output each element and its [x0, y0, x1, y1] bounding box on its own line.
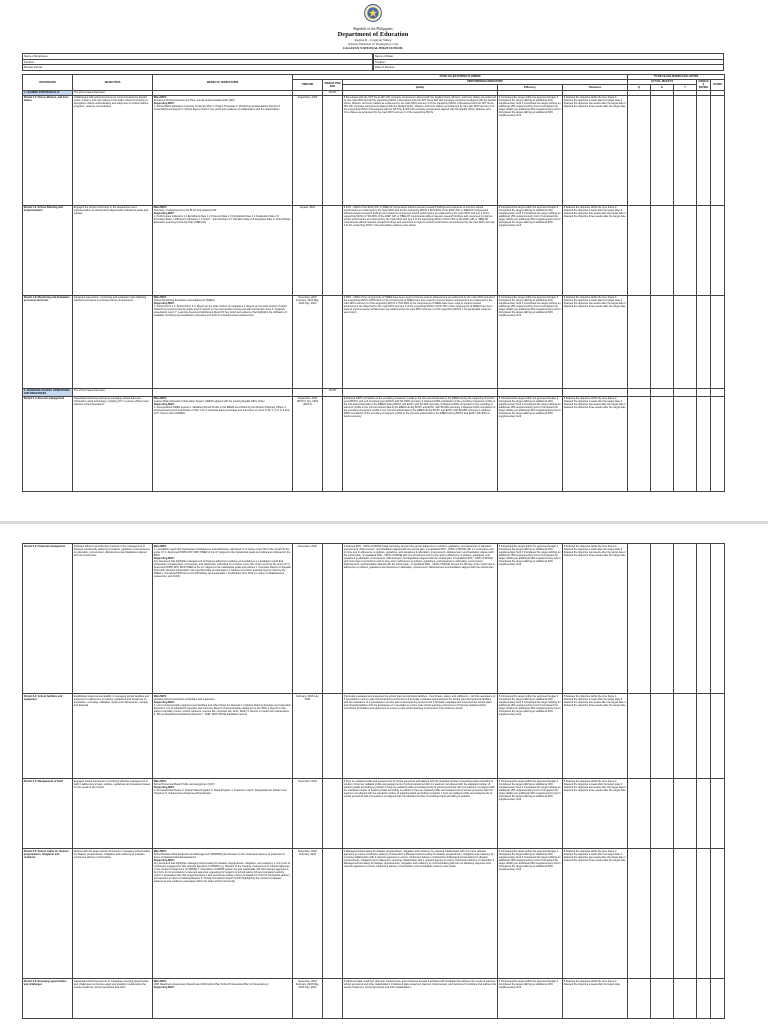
supporting-mov-list: Any document that highlights managing school safety for disaster preparedness, mitigation, and resiliency 1. Any proof of continuous engagement with relevant agencies on DRRM (e.g. Minutes of the meeting, involvement of relevant agencies in the conduct of task force on DRRM) 2. Orientation of DRRM system fire and earthquake drill with relevant agencies 3. Any form of communication to relevant agencies requesting for support on school safety drill and completion activity report 4. Evaluation plan that supports learners' and personnels safety in times of disaster 5. Proof of continuous delivery of instruction in times of calamity/disaster 6. Activity Completion Report (ACR) highlighting the conduct of disaster awareness and resilience campaigns within the wider school community — [153, 861, 290, 883]
e-input-cell[interactable] — [651, 979, 674, 1019]
main-mov-text: School Disaster Risk Reduction and Management (SDRRM) plan focused on the continuous delivery of instruction in times of disaster/calamities/pandemic — [153, 852, 286, 859]
score-input-cell[interactable] — [711, 544, 725, 694]
main-mov-label: Main MOV: — [153, 979, 167, 983]
evaluation-header: TO BE FILLED DURING EVALUATION — [628, 74, 725, 79]
review-period-label: Review Period: — [24, 65, 43, 69]
average-input-cell[interactable] — [697, 205, 711, 295]
section-weight: 30.0% — [323, 90, 343, 95]
efficiency-cell: 5 Completed the target within the approved budget 4 Completed the target utilizing an additional 10% supplementary fund 3 Completed the target utilizing an additional 15% supplementary fund 2 Completed the target utilizing an additional 20% supplementary fund 1 Completed the target utilizing an additional 30% supplementary fund — [498, 779, 563, 849]
average-input-cell[interactable] — [697, 95, 711, 205]
strand-label: Strand 2.6: Emerging opportunities and challenges — [23, 979, 73, 1019]
q-header: Q — [628, 85, 651, 91]
strand-label: Strand 2.4: Management of Staff — [23, 779, 73, 849]
objective-cell: Capacitated school personnel in managing emerging opportunities and challenges to promote equity and equality in addressing the needs of learners, school personnel and other — [73, 979, 153, 1019]
main-mov-label: Main MOV: — [153, 296, 167, 299]
strand-label: Strand 1.3: Monitoring and Evaluation processes and tools — [23, 295, 73, 388]
deped-seal-icon — [364, 4, 382, 22]
efficiency-cell: 5 Completed the target within the approved budget 4 Completed the target utilizing an additional 10% supplementary fund 3 Completed the target utilizing an additional 15% supplementary fund 2 Completed the target utilizing an additional 20% supplementary fund 1 Completed the target utilizing an additional 30% supplementary fund — [498, 95, 563, 205]
q-input-cell[interactable] — [628, 95, 651, 205]
quality-cell: 5 Kept an updated profile and assignments of school personnel with aligned with the standard number of teaching loads according to position 4 Kept an updated profile and assignments of school personnel with 1-2 teachers not aligned with the standard number of teaching loads according to position 3 Kept an updated profile and assignments of school personnel with 3-4 teachers not aligned with the standard number of teaching loads according to position 2 Kept an updated profile and assignments of school personnel with 5-6 teachers not aligned with the standard number of teaching loads according to position 1 Kept an updated profile and assignments of school personnel with 3-4 teachers not aligned with the standard number of teaching loads according to position — [343, 779, 498, 849]
kra-header: KRA/STRAND — [23, 74, 73, 90]
average-input-cell[interactable] — [697, 979, 711, 1019]
average-input-cell[interactable] — [697, 295, 711, 388]
quality-cell: 5 Attained 100% completion of the encoding of learners' profile in the LIS and school data in the EBEIS during the beginning of school year (BOSY) and end of school year (EOSY) with 96-100% accuracy 4 Attained 100% completion of the encoding of learners' profile in the LIS and school data in the EBEIS during BOSY and EOSY with 91-95% accuracy 3 Attained 100% completion of the encoding of learners' profile in the LIS and school data in the EBEIS during BOSY and EOSY with 86-90% accuracy 2 Attained 100% completion of the encoding of learners' profile in the LIS and school data in the EBEIS during BOSY and EOSY with 80-85% accuracy 1 Attained 100% completion of the encoding of learners' profile in the LIS and school data in the EBEIS during BOSY and EOSY with 80% or below accuracy — [343, 396, 498, 491]
table-row — [23, 979, 725, 1019]
quality-cell: 5 Attained 96% - 100% of MOOE budget accuracy and on time and in adherence to policies, guidelines, and issuances in allocation, procurement, disbursement, and liquidation aligned with the school plan. 4 Liquidated 96% - 100% of MOOE with 1-2 corrections and on time and in adherence to policies, guidelines, and issuances in allocation, procurement, disbursement, and liquidation aligned with the school plan. 3 Liquidated 96% - 100% of MOOE with 3-4 corrections and on time and in adherence to policies, guidelines, and issuances in allocation, procurement, disbursement, and liquidation aligned with the school plan. 2 Liquidated 96% - 100% of MOOE with more than 4 corrections and on time and in adherence to policies, guidelines, and issuances in allocation, procurement, disbursement, and liquidation aligned with the school plan. 1 Liquidated 96% - 100% of MOOE beyond the 5th day of the month and in adherence to policies, guidelines and issuances in allocation, procurement, disbursement and liquidation aligned with the school plan. — [343, 544, 498, 694]
objective-cell: Worked with the wider school community in managing school safety for disaster preparedness, mitigation and resiliency to maintain continuous delivery of instruction. — [73, 849, 153, 979]
ipcrf-table-page-1 — [22, 74, 725, 492]
objective-cell: Integrated supervision, monitoring and evaluation tools following standard processes to promote learner development. — [73, 295, 153, 388]
supporting-mov-list: 1. School Form 4 2. School Form 5 3. Report on the total number of completers 4. Report on the total number of failed students by learning area by grade level 5. Report on the total number of drop-out with intervention done 6. Quarterly remediation report 7. Learning Area Accomplishment Report 8. Any proof and evidence that highlights the utilization of available monitoring and evaluation processes and tools to promote learner achievement — [153, 305, 287, 317]
main-mov-label: Main MOV: — [153, 96, 167, 99]
quality-cell: 5 Managed school safety for disaster preparedness, mitigation and resiliency by ensuring collaboration with 3 or more relevant agencies to ensure continuous delivery of instruction 4 Managed school safety for disaster preparedness, mitigation and resiliency by ensuring collaboration with 2 relevant agencies to ensure continuous delivery of instruction 3 Managed school safety for disaster preparedness, mitigation and resiliency by ensuring collaboration with 1 relevant agency to ensure continuous delivery of instruction 2 Managed school safety for disaster preparedness, mitigation and resiliency by communicating with but not obtaining response from relevant agencies to ensure continuous delivery of instruction 1 No acceptable evidence was shown — [343, 849, 498, 979]
q-input-cell[interactable] — [628, 694, 651, 779]
efficiency-cell: 5 Completed the target within the approved budget 4 Completed the target utilizing an additional 10% supplementary fund 3 Completed the target utilizing an additional 15% supplementary fund 2 Completed the target utilizing an additional 20% supplementary fund 1 Completed the target utilizing an additional 30% supplementary fund — [498, 396, 563, 491]
average-header: AVERAGE RATING — [698, 80, 709, 89]
timeliness-cell: 5 Attained the objective within the time frame 4 Attained the objective a week after the target date 3 Attained the objective two weeks after the target date 2 Attained the objective three weeks after the target date — [563, 95, 628, 205]
section-weight: 30.0% — [323, 388, 343, 396]
average-input-cell[interactable] — [697, 779, 711, 849]
quality-cell: 5 91% - 100% of the ESIP, AIP, or SBELCP components utilized relevant research findings and resources to improve school performance as evidenced by the main MOV and all the supporting MOVs 4 81%-90% of the ESIP, AIP, or SBELCP components utilized relevant research findings and resources to improve school performance as evidenced by the main MOV and any 4 of the supporting MOVs 3 71%-80% of the ESIP, AIP, or SBELCP components utilized relevant research findings and resources to improve school performance as evidenced by the main MOV and any 3 of the supporting MOVs 2 61%-70% of the ESIP, AIP, or SBELCP components utilized relevant research findings and resources to improve school performance as evidenced by the main MOV and any 1 of the supporting MOVs 1 No acceptable evidence was shown — [343, 205, 498, 295]
main-mov-label: Main MOV: — [153, 206, 167, 209]
document-page-2 — [22, 525, 724, 1024]
document-page-1 — [22, 0, 724, 520]
mov-cell — [153, 544, 293, 694]
main-mov-label: Main MOV: — [153, 544, 167, 548]
timeliness-cell: 5 Attained the objective within the time frame 4 Attained the objective a week after the target date — [563, 979, 628, 1019]
supporting-mov-label: Supporting MOV: — [153, 102, 175, 105]
objective-cell: Collaborated with school personnel in communicating the DepEd vision, mission, and core values to the wider school community to strengthen shared understanding and alignment of school policies, programs, projects, and activities. — [73, 95, 153, 205]
timeliness-cell: 5 Attained the objective within the time frame 4 Attained the objective a week after the target date 3 Attained the objective two weeks after the target date 2 Attained the objective three weeks after the target date — [563, 295, 628, 388]
performance-header: PERFORMANCE INDICATORS — [343, 79, 628, 85]
supporting-mov-list: Any document that highlights management of finances adhering to policies and guidelines a. Liquidation report that showcases completeness, correctness, and lawfulness, submitted on or before every 5th of the month for the entire CY b. Approved PPMP, APP, WFP, PBED of the CY aligned to the institutional goals and policies c. Complete Report on Regular Fund with stamped transmittal in the specified date of submission d. Canteen and other financial reports noted by the SMEA e. Completed BIR forms and withholding tax transmittals f. Certification from SOA (no notice of disallowances, suspension, and AOM) — [153, 559, 291, 578]
timeline-cell: September, 2022 (BOSY) July, 2023 (EOSY) — [293, 396, 323, 491]
timeline-cell: August, 2022 — [293, 205, 323, 295]
table-row — [23, 544, 725, 694]
supporting-mov-list: 1. List of unserviceable equipment and facilities and other things for disposal 2. Updated Delivery Receipts and Inspection Reports 3. List of submitted Inspection and Inventory Report of unserviceable equipment to the SDO 4. Report on the status of ancillary rooms, school canteens, science lab, computer lab, clinic, library 5. Report on repair and maintenance 6. SIP as Repair/Accomplishment Reports 7. SOB, WFP, MOOE liquidation reports — [153, 703, 291, 716]
objective-cell: Established shared accountability in managing school facilities and equipment in adherence to policies, guidelines and issuances on acquisition, recording, utilization, repair and maintenance, storage and disposal. — [73, 694, 153, 779]
section-kra: 1. LEADING STRATEGICALLY — [23, 90, 73, 95]
school-name: CAGAYAN NATIONAL HIGH SCHOOL — [342, 46, 404, 50]
t-input-cell[interactable] — [674, 979, 697, 1019]
t-input-cell[interactable] — [674, 849, 697, 979]
t-input-cell[interactable] — [674, 95, 697, 205]
q-input-cell[interactable] — [628, 295, 651, 388]
timeliness-cell: 5 Attained the objective within the time frame 4 Attained the objective a week after the target date 3 Attained the objective two weeks after the target date 2 Attained the objective three weeks after the target date — [563, 849, 628, 979]
q-input-cell[interactable] — [628, 849, 651, 979]
region-text: Region II - Cagayan Valley — [354, 38, 392, 42]
t-input-cell[interactable] — [674, 779, 697, 849]
e-input-cell[interactable] — [651, 779, 674, 849]
strand-label: Strand 2.1: Records management — [23, 396, 73, 491]
quality-cell: 5 Developed with the SPT the E-SIP with complete components aligned with the DepEd Vision, Mission, and Core Values as evidenced by the main MOV and all the supporting MOVs 4 Developed with the SPT the E-SIP with complete components aligned with the DepEd Vision, Mission, and Core Values as evidenced by the main MOV and any 4 of the supporting MOVs 3 Developed with the SPT the E-SIP with complete components aligned with the DepEd Vision, Mission, and Core Values as evidenced by the main MOV and any 3 of the supporting MOVs 2 Developed with the SPT the E-SIP with complete components aligned with the DepEd Vision, Mission, and Core Values as evidenced by the main MOV and any 2 of the supporting MOVs — [343, 95, 498, 205]
mov-cell — [153, 979, 293, 1019]
republic-text: Republic of the Philippines — [353, 27, 393, 31]
t-input-cell[interactable] — [674, 694, 697, 779]
quality-header: Quality — [343, 85, 498, 91]
e-input-cell[interactable] — [651, 295, 674, 388]
score-input-cell[interactable] — [711, 694, 725, 779]
supporting-mov-label: Supporting MOV: — [153, 985, 175, 989]
timeline-cell: November, 2022 — [293, 779, 323, 849]
quality-cell: 5 95% - 100% of the components of SMEA have been used to improve learner achievement as evidenced by the main MOV and all of the supporting MOVs 4 85%-94% of the components of SMEA have been used to improve learner achievement as evidenced by the main MOV and any 5 of the supporting MOVs 3 75%-84% of the components of SMEA have been used to improve learner achievement as evidenced by the main MOV and any 3 of the supporting MOVs 2 61%-74% of the components of SMEA have been used to improve learner achievement as evidenced by the main MOV and any 1 of the supporting MOVs 1 No acceptable evidence was shown — [343, 295, 498, 388]
table-row — [23, 779, 725, 849]
efficiency-cell: 5 Completed the target within the approved budget 4 Completed the target utilizing an additional 10% supplementary fund 3 Completed the target utilizing an additional 15% supplementary fund 2 Completed the target utilizing an additional 20% supplementary fund 1 Completed the target utilizing an additional 30% supplementary fund — [498, 849, 563, 979]
objectives-header: OBJECTIVES — [73, 74, 153, 90]
average-input-cell[interactable] — [697, 396, 711, 491]
supporting-mov-label: Supporting MOV: — [153, 700, 175, 704]
t-input-cell[interactable] — [674, 295, 697, 388]
supporting-mov-list: 1. Personal Data Sheets 2. School Class Program 3. Class Program 4. Teachers' Load 5. Designation for Grade Level Chairmen 6. Subject Area Assignment/Coordinator — [153, 788, 287, 795]
score-input-cell[interactable] — [711, 979, 725, 1019]
position-label: Position: — [24, 59, 35, 64]
table-row — [23, 205, 725, 295]
timeliness-cell: 5 Attained the objective within the time frame 4 Attained the objective a week after the target date 3 Attained the objective two weeks after the target date 2 Attained the objective three weeks after the target date — [563, 544, 628, 694]
section-kra: 2. MANAGING SCHOOL OPERATIONS AND RESOURCES — [23, 388, 73, 396]
average-input-cell[interactable] — [697, 694, 711, 779]
q-input-cell[interactable] — [628, 205, 651, 295]
main-mov-text: Enhanced School Improvement Plan, Annual Implementation Plan (AIP) — [153, 99, 235, 102]
average-input-cell[interactable] — [697, 849, 711, 979]
page-separator — [0, 521, 768, 524]
q-input-cell[interactable] — [628, 396, 651, 491]
strand-label: Strand 2.3: School facilities and equipment — [23, 694, 73, 779]
supporting-mov-label: Supporting MOV: — [153, 302, 175, 305]
mov-cell — [153, 779, 293, 849]
e-input-cell[interactable] — [651, 849, 674, 979]
score-header: SCORE — [711, 79, 725, 90]
efficiency-cell: 5 Completed the target within the approved budget 4 Completed the target utilizing an additional 10% supplementary fund 3 Completed the target utilizing an additional 15% supplementary fund 2 Completed the target utilizing an additional 20% supplementary fund 1 Completed the target utilizing an additional 30% supplementary fund — [498, 694, 563, 779]
date-of-review-label: Date of Review: — [375, 65, 395, 69]
e-header: E — [651, 85, 674, 91]
main-mov-label: Main MOV: — [153, 694, 167, 698]
division-text: Schools Division of Tuguegarao City — [347, 42, 399, 46]
strand-label: Strand 1.1: Vision, Mission, and Core Values — [23, 95, 73, 205]
objective-cell: Instituted efficient and effective practices in the management of finances consistently adhering to policies, guidelines and issuances on allocation, procurement, disbursement and liquidation aligned with the school plan. — [73, 544, 153, 694]
t-input-cell[interactable] — [674, 396, 697, 491]
t-header: T — [674, 85, 697, 91]
table-row — [23, 95, 725, 205]
efficiency-cell: 5 Completed the target within the approved budget 4 Completed the target utilizing an additional 10% supplementary fund — [498, 979, 563, 1019]
score-input-cell[interactable] — [711, 205, 725, 295]
timeline-cell: December, 2022 — [293, 544, 323, 694]
q-input-cell[interactable] — [628, 779, 651, 849]
efficiency-header: Efficiency — [498, 85, 563, 91]
mov-cell — [153, 849, 293, 979]
department-title: Department of Education — [337, 31, 409, 38]
mov-cell — [153, 396, 293, 491]
quality-cell: 5 Gathered data, analyzed, planned, implemented, and monitored at least 4 activities with feedback that address the needs of learners, school personnel and other stakeholders 4 Gathered data, analyzed, planned, implemented, and monitored 3 activities that address the needs of learners, school personnel and other stakeholders — [343, 979, 498, 1019]
score-input-cell[interactable] — [711, 396, 725, 491]
mov-cell — [153, 95, 293, 205]
objective-cell: Engaged the school community in the development and implementation of school plans aligned with institutional goals and policies. — [73, 205, 153, 295]
timeliness-header: Timeliness — [563, 85, 628, 91]
strand-label: Strand 2.2: Financial management — [23, 544, 73, 694]
main-mov-label: Main MOV: — [153, 397, 167, 400]
t-input-cell[interactable] — [674, 205, 697, 295]
document-header — [22, 0, 724, 50]
supporting-mov-list: 1. Accomplished SMEA reports 2. Validated School Profile in the EBEIS as certified by the Division Planning Officer 3. Punctual and prompt submission of SFs 1-10 4. Accurate data percentage and correction of errors in SF 2, 4, 5, 6, 9 and 10 5. Screen shot of EBEIS — [153, 406, 290, 415]
score-input-cell[interactable] — [711, 849, 725, 979]
rater-position-label: Position: — [375, 59, 386, 64]
main-mov-text: Learner Basic Education Information System (LBEIS) aligned with the existing DepEd Office Order — [153, 400, 265, 403]
e-input-cell[interactable] — [651, 205, 674, 295]
t-input-cell[interactable] — [674, 544, 697, 694]
efficiency-cell: 5 Completed the target within the approved budget 4 Completed the target utilizing an additional 10% supplementary fund 3 Completed the target utilizing an additional 15% supplementary fund 2 Completed the target utilizing an additional 20% supplementary fund 1 Completed the target utilizing an additional 30% supplementary fund — [498, 295, 563, 388]
supporting-mov-list: 1. School Basic Education Learning Continuity Plan 2. Project Proposals 3. Monitoring and Evaluation Reports 4. Accomplishment Report 5. School Report Card 6. Any proof and evidence of collaboration with the stakeholders — [153, 105, 281, 111]
score-input-cell[interactable] — [711, 779, 725, 849]
supporting-mov-label: Supporting MOV: — [153, 556, 175, 560]
employee-info — [22, 53, 724, 71]
actual-results-header: ACTUAL RESULTS — [628, 79, 697, 85]
section-objective: The school head shall have: — [73, 388, 153, 396]
timeline-cell: November, 2022 February, 2023 May, 2023 July, 2023 — [293, 979, 323, 1019]
main-mov-text: Updated school inventories of facilities and equipment — [153, 697, 215, 701]
strand-label: Strand 2.5: School safety for disaster preparedness, mitigation and resiliency — [23, 849, 73, 979]
supporting-mov-list: 1. Performance Indicators 1.1 Enrollment Rate 1.2 Drop-out Rate 1.3 Completion Rate 1.4 Graduation Rate 1.5 Promotion Rate 2. Efficiency Indicators 2.1 Cohort - Survival Rate 2.2 Transition Rate 2.3 Repetition Rate 3. School Basic Education Learning Continuity Plan (SBELCP) — [153, 215, 291, 224]
name-of-employee-label: Name of Employee: — [24, 54, 49, 58]
timeline-header: TIMELINE — [293, 79, 323, 90]
strand-label: Strand 1.2: School Planning and Implementation — [23, 205, 73, 295]
q-input-cell[interactable] — [628, 544, 651, 694]
name-of-rater-label: Name of Rater: — [375, 54, 394, 58]
efficiency-cell: 5 Completed the target within the approved budget 4 Completed the target utilizing an additional 10% supplementary fund 3 Completed the target utilizing an additional 15% supplementary fund 2 Completed the target utilizing an additional 20% supplementary fund 1 Completed the target utilizing an additional 30% supplementary fund — [498, 205, 563, 295]
table-row — [23, 396, 725, 491]
score-input-cell[interactable] — [711, 95, 725, 205]
section-row-managing-school-operations — [23, 388, 725, 396]
table-row — [23, 849, 725, 979]
timeline-cell: November, 2022 February, 2023 May, 2023 July, 2023 — [293, 295, 323, 388]
supporting-mov-label: Supporting MOV: — [153, 212, 175, 215]
timeline-cell: November, 2022 February, 2023 — [293, 849, 323, 979]
timeline-cell: September, 2022 — [293, 95, 323, 205]
mov-cell — [153, 694, 293, 779]
average-input-cell[interactable] — [697, 544, 711, 694]
supporting-mov-label: Supporting MOV: — [153, 403, 175, 406]
main-mov-text: School Monitoring Evaluation and Adjustment (SMEA) — [153, 299, 215, 302]
ipcrf-table-page-2 — [22, 543, 725, 1019]
e-input-cell[interactable] — [651, 396, 674, 491]
objective-cell: Capacitated school personnel in managing school data and information using technology, including ICT, to ensure efficient and effective school operations. — [73, 396, 153, 491]
mov-header: MEANS OF VERIFICATION — [153, 74, 293, 90]
objective-cell: Engaged school personnel in monitoring effective management of staff in adherence to laws, policies, guidelines and issuances based on the needs of the school. — [73, 779, 153, 849]
e-input-cell[interactable] — [651, 544, 674, 694]
section-objective: The school head shall have: — [73, 90, 153, 95]
supporting-mov-label: Supporting MOV: — [153, 858, 175, 862]
table-row — [23, 694, 725, 779]
timeline-cell: February, 2023 July, 2023 — [293, 694, 323, 779]
timeliness-cell: 5 Attained the objective within the time frame 4 Attained the objective a week after the target date 3 Attained the objective two weeks after the target date 2 Attained the objective three weeks after the target date — [563, 396, 628, 491]
efficiency-cell: 5 Completed the target within the approved budget 4 Completed the target utilizing an additional 10% supplementary fund 3 Completed the target utilizing an additional 15% supplementary fund 2 Completed the target utilizing an additional 20% supplementary fund 1 Completed the target utilizing an additional 30% supplementary fund — [498, 544, 563, 694]
main-mov-label: Main MOV: — [153, 849, 167, 853]
mov-cell — [153, 205, 293, 295]
q-input-cell[interactable] — [628, 979, 651, 1019]
main-mov-label: Main MOV: — [153, 779, 167, 783]
timeliness-cell: 5 Attained the objective within the time frame 4 Attained the objective a week after the target date 3 Attained the objective two weeks after the target date 2 Attained the objective three weeks after the target date — [563, 694, 628, 779]
timeliness-cell: 5 Attained the objective within the time frame 4 Attained the objective a week after the target date 3 Attained the objective two weeks after the target date 2 Attained the objective three weeks after the target date — [563, 779, 628, 849]
supporting-mov-label: Supporting MOV: — [153, 785, 175, 789]
main-mov-text: LDM Readiness Assessment Results and LDM Action Plan School Professional Plan for Development — [153, 982, 269, 986]
quality-cell: 5 Annually evaluated and inspected the school plant and physical facilities - their fitness, safety, and sufficiency - with the assistance of 3 specialists to ensure safe school learning environment 4 Annually evaluated and inspected the school plant and physical facilities with the assistance of 2 specialists to ensure safe school learning environment 3 Annually evaluated and inspected the school plant and physical facilities with the assistance of 1 specialist to ensure safe school learning environment 2 Properly updated school inventories of facilities and equipment to ensure a safe school learning environment 1 No evidence shown — [343, 694, 498, 779]
table-row — [23, 295, 725, 388]
main-mov-text: 1. Liquidation report that showcases completeness and lawfulness, submitted on or before every 5th of the month for the entire CY 2. Approved PPMP, APP, WFP, PBED of the CY aligned to the institutional goals and policies as indicated in the BSIP — [153, 547, 291, 557]
mov-cell — [153, 295, 293, 388]
main-mov-text: Summary of adjustments to the BLCP and adjusted AIP — [153, 209, 217, 212]
weight-header: WEIGHT PER KRA — [323, 79, 343, 90]
e-input-cell[interactable] — [651, 95, 674, 205]
timeliness-cell: 5 Attained the objective within the time frame 4 Attained the objective a week after the target date 3 Attained the objective two weeks after the target date 2 Attained the objective three weeks after the target date — [563, 205, 628, 295]
score-input-cell[interactable] — [711, 295, 725, 388]
e-input-cell[interactable] — [651, 694, 674, 779]
planning-header: TO BE FILLED DURING PLANNING — [293, 74, 628, 79]
main-mov-text: School Personnel Basic Profile and Assignment (SF7) — [153, 782, 215, 786]
